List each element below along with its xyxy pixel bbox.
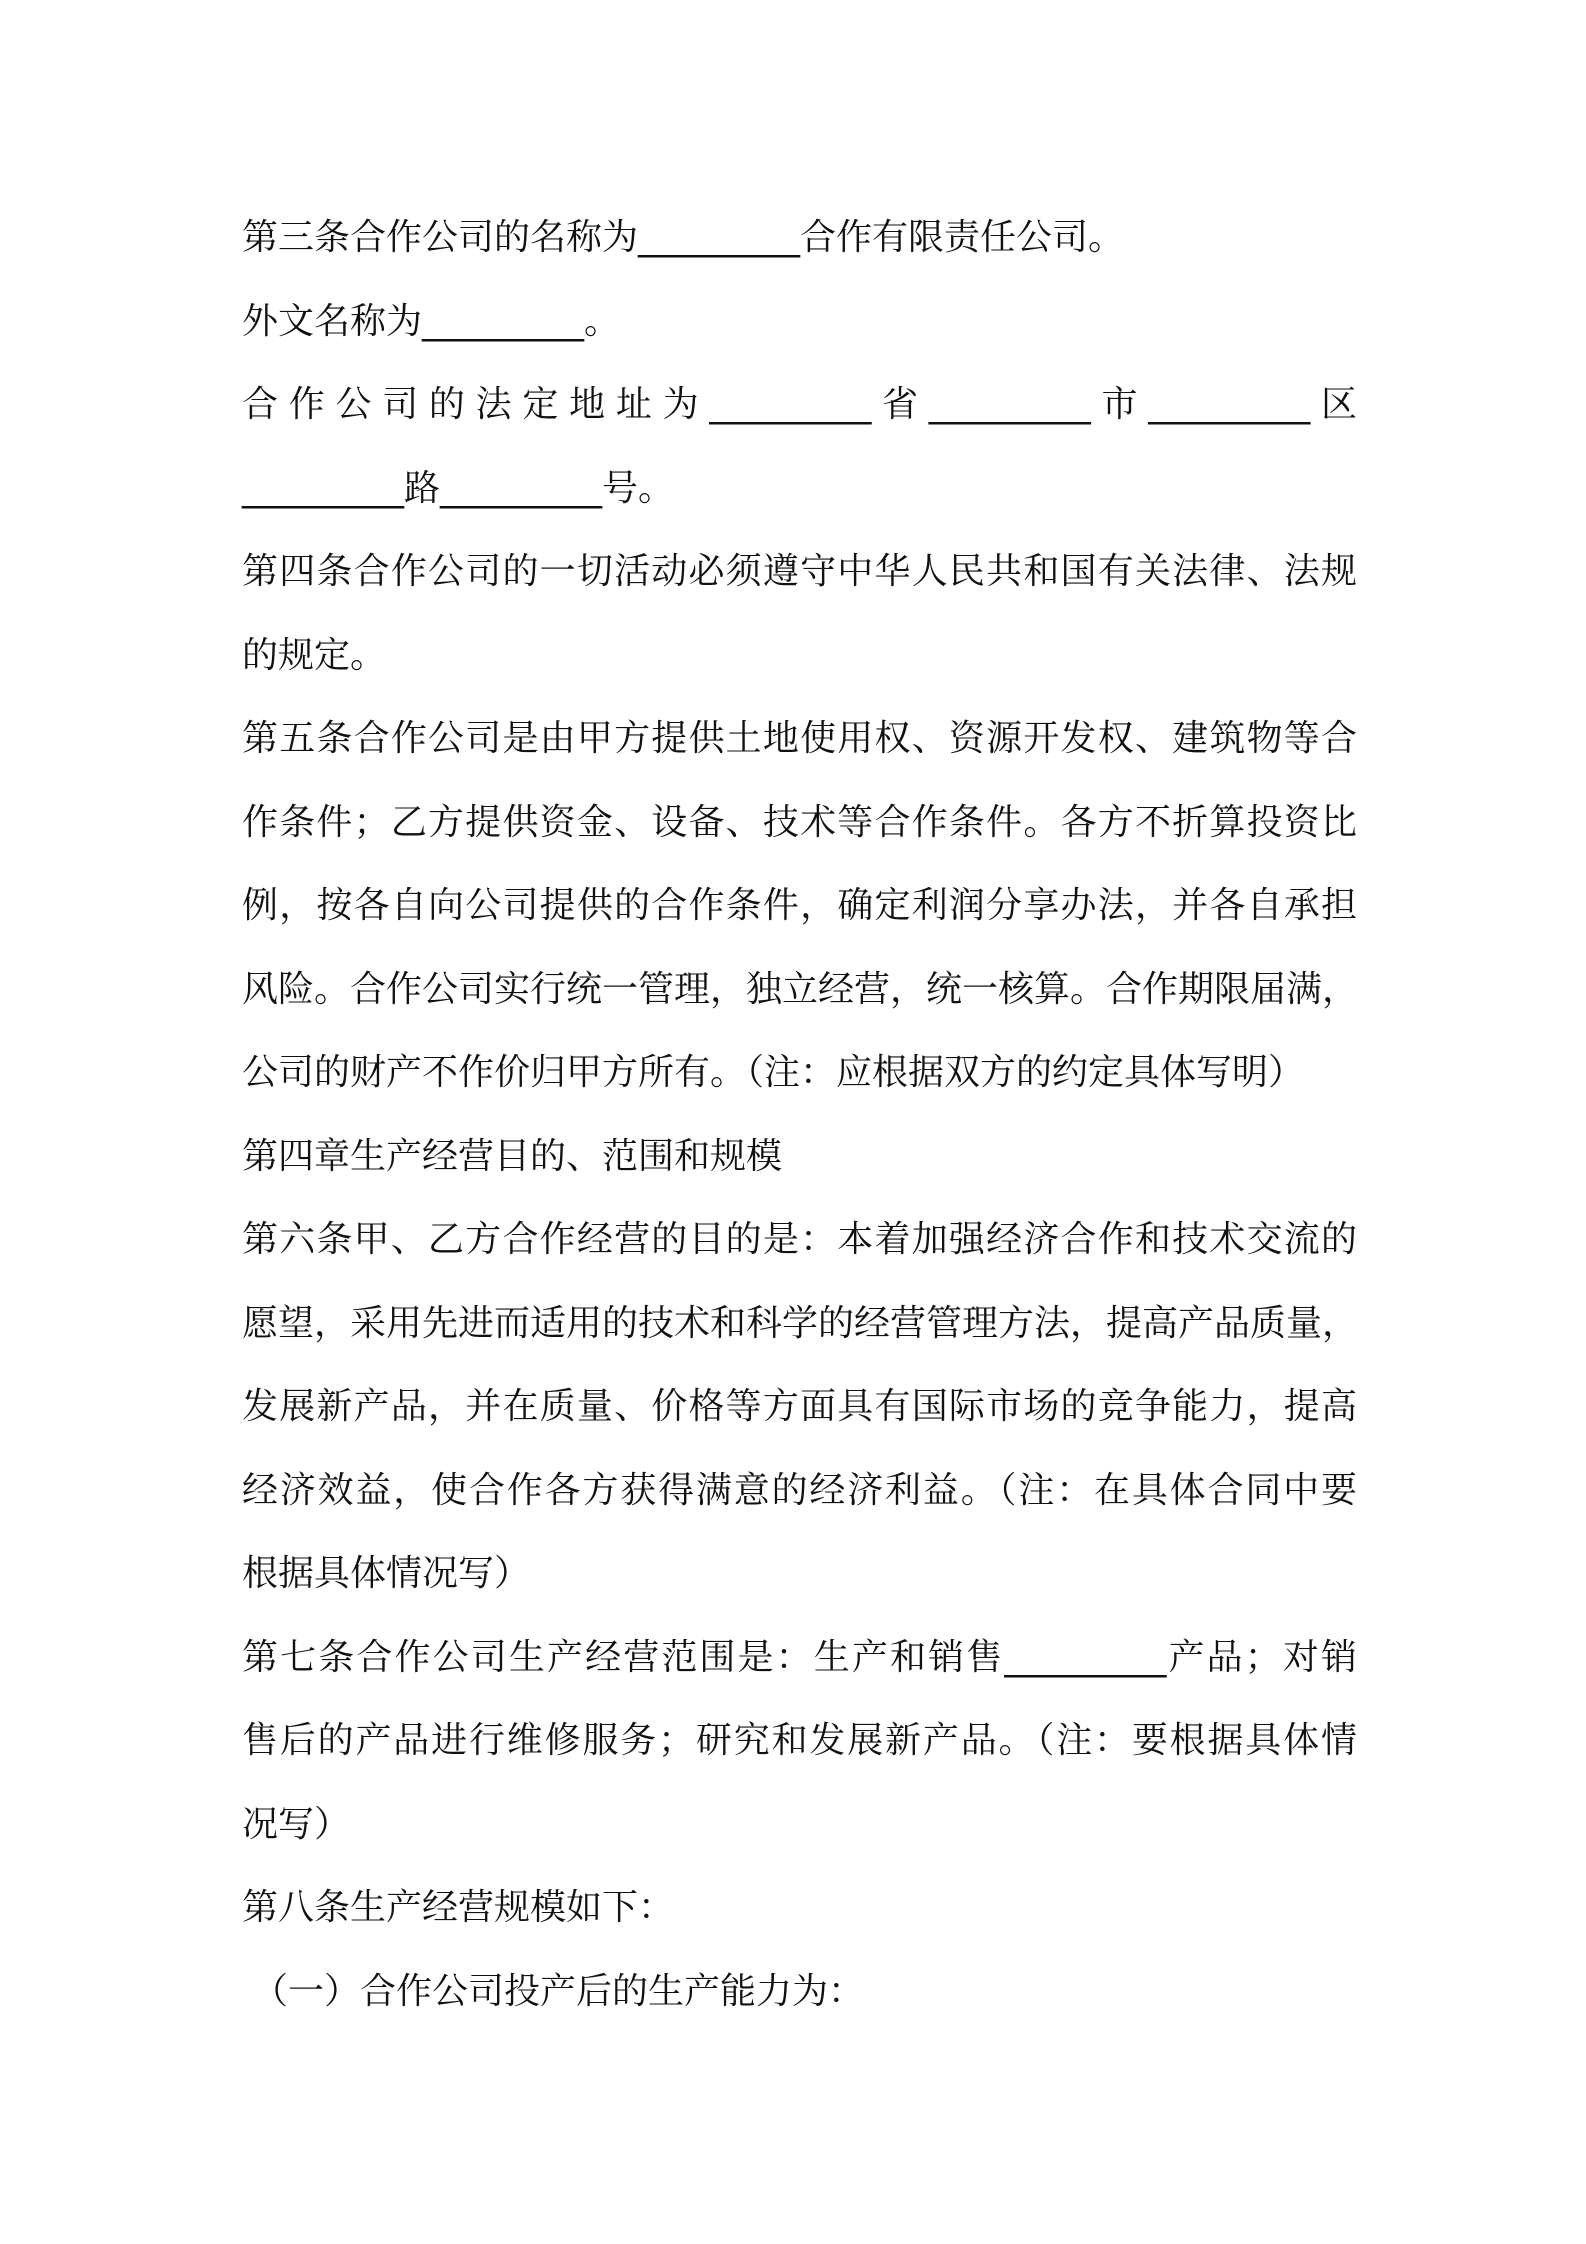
article-3-line-2: 外文名称为_________。	[242, 300, 621, 342]
article-8-item-1: （一）合作公司投产后的生产能力为：	[252, 1970, 865, 2012]
chapter-4-heading: 第四章生产经营目的、范围和规模	[242, 1135, 783, 1177]
article-4-line-2: 的规定。	[242, 634, 387, 676]
article-3-line-1: 第三条合作公司的名称为_________合作有限责任公司。	[242, 217, 1125, 258]
document-body	[242, 196, 1357, 2033]
article-7-line-3: 况写）	[242, 1803, 351, 1845]
article-5-line-3: 例，按各自向公司提供的合作条件，确定利润分享办法，并各自承担	[242, 885, 1357, 926]
article-5-line-5: 公司的财产不作价归甲方所有。（注：应根据双方的约定具体写明）	[242, 1052, 1305, 1093]
article-5-line-2: 作条件；乙方提供资金、设备、技术等合作条件。各方不折算投资比	[242, 801, 1357, 843]
article-5-line-4: 风险。合作公司实行统一管理，独立经营，统一核算。合作期限届满，	[242, 968, 1359, 1010]
article-6-line-2: 愿望，采用先进而适用的技术和科学的经营管理方法，提高产品质量，	[242, 1302, 1359, 1344]
article-5-line-1: 第五条合作公司是由甲方提供土地使用权、资源开发权、建筑物等合	[242, 718, 1357, 759]
article-6-line-4: 经济效益，使合作各方获得满意的经济利益。（注：在具体合同中要	[242, 1469, 1357, 1511]
article-3-line-3: 合作公司的法定地址为_________省_________市_________区	[242, 384, 1357, 425]
article-8-heading: 第八条生产经营规模如下：	[242, 1887, 675, 1928]
article-6-line-5: 根据具体情况写）	[242, 1553, 531, 1594]
article-7-line-1: 第七条合作公司生产经营范围是：生产和销售_________产品；对销	[242, 1636, 1357, 1678]
article-4-line-1: 第四条合作公司的一切活动必须遵守中华人民共和国有关法律、法规	[242, 551, 1357, 592]
article-7-line-2: 售后的产品进行维修服务；研究和发展新产品。（注：要根据具体情	[242, 1720, 1357, 1761]
article-6-line-3: 发展新产品，并在质量、价格等方面具有国际市场的竞争能力，提高	[242, 1386, 1357, 1427]
article-6-line-1: 第六条甲、乙方合作经营的目的是：本着加强经济合作和技术交流的	[242, 1219, 1357, 1260]
article-3-line-4: _________路_________号。	[242, 467, 675, 509]
